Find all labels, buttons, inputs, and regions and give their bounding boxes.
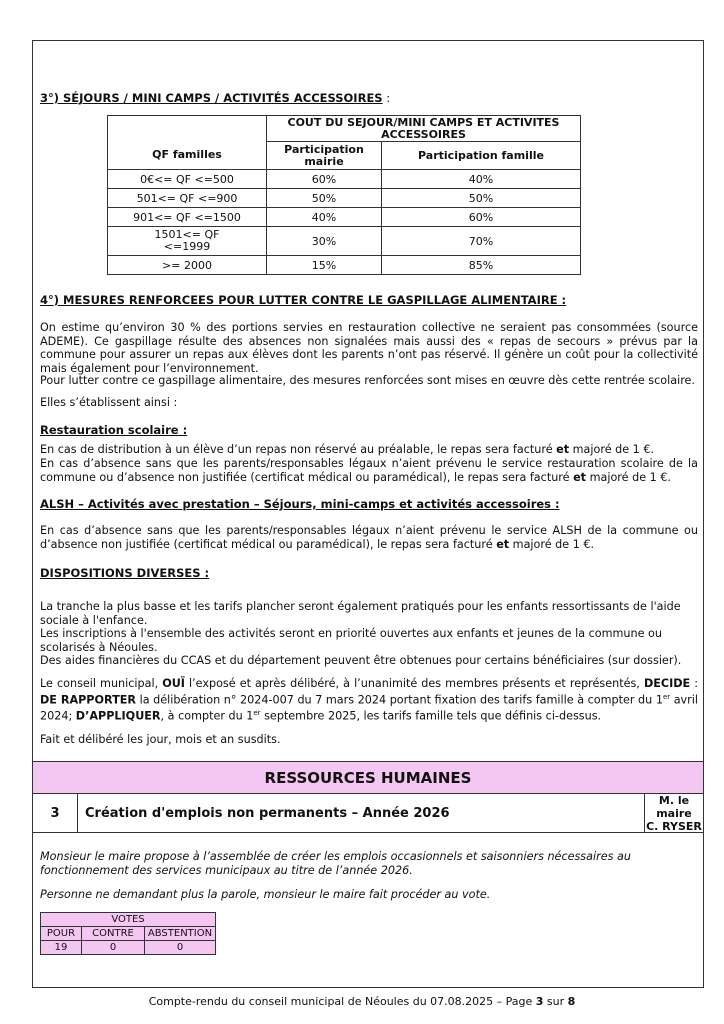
pour-value: 19	[41, 941, 82, 955]
dispo-heading: DISPOSITIONS DIVERSES :	[40, 566, 210, 580]
qf-cell: 901<= QF <=1500	[108, 208, 267, 227]
tarif-table	[107, 115, 581, 275]
table-row	[108, 256, 581, 275]
famille-cell: 85%	[382, 256, 581, 275]
resto-para1: En cas de distribution à un élève d’un repas non réservé au préalable, le repas sera facturé et majoré de 1 €.	[40, 443, 655, 456]
famille-cell: 40%	[382, 170, 581, 189]
col-mairie-header: Participation mairie	[267, 142, 382, 170]
contre-value: 0	[82, 941, 145, 955]
fait-delibere: Fait et délibéré les jour, mois et an susdits.	[40, 733, 281, 746]
abstention-label: ABSTENTION	[145, 927, 216, 941]
col-qf-header: QF familles	[108, 116, 267, 170]
famille-cell: 60%	[382, 208, 581, 227]
votes-title: VOTES	[41, 913, 216, 927]
votes-table	[40, 912, 216, 955]
table-row	[108, 227, 581, 256]
mairie-cell: 15%	[267, 256, 382, 275]
dispo-para2: Les inscriptions à l'ensemble des activités seront en priorité ouvertes aux enfants et jeunes de la commune ou scolarisés à Néoules.	[40, 627, 662, 654]
table-row	[108, 189, 581, 208]
alsh-para: En cas d’absence sans que les parents/responsables légaux n’aient prévenu le service ALSH de la commune ou d’absence non justifiée (certificat médical ou paramédical), le repas sera facturé et majoré de 1 €.	[40, 524, 698, 551]
group-header: COUT DU SEJOUR/MINI CAMPS ET ACTIVITES ACCESSOIRES	[267, 116, 581, 142]
table-row	[108, 208, 581, 227]
alsh-heading: ALSH – Activités avec prestation – Séjours, mini-camps et activités accessoires :	[40, 497, 560, 511]
abstention-value: 0	[145, 941, 216, 955]
dispo-para1: La tranche la plus basse et les tarifs plancher seront également pratiqués pour les enfants ressortissants de l'aide sociale à l'enfance.	[40, 600, 681, 627]
qf-cell: >= 2000	[108, 256, 267, 275]
rh-item-row	[33, 793, 703, 833]
qf-cell: 501<= QF <=900	[108, 189, 267, 208]
section4-heading: 4°) MESURES RENFORCEES POUR LUTTER CONTRE LE GASPILLAGE ALIMENTAIRE :	[40, 293, 567, 307]
mairie-cell: 30%	[267, 227, 382, 256]
rh-rapporteur	[645, 794, 703, 832]
qf-cell: 0€<= QF <=500	[108, 170, 267, 189]
section4-para2: Pour lutter contre ce gaspillage alimentaire, des mesures renforcées sont mises en œuvre dès cette rentrée scolaire.	[40, 374, 695, 387]
contre-label: CONTRE	[82, 927, 145, 941]
mairie-cell: 50%	[267, 189, 382, 208]
col-famille-header: Participation famille	[382, 142, 581, 170]
rh-item-title: Création d'emplois non permanents – Année 2026	[77, 794, 645, 832]
dispo-para3: Des aides financières du CCAS et du département peuvent être obtenues pour certains bénéficiaires (sur dossier).	[40, 654, 682, 667]
table-row	[108, 170, 581, 189]
resto-heading: Restauration scolaire :	[40, 423, 188, 437]
conseil-decision: Le conseil municipal, OUÏ l’exposé et après délibéré, à l’unanimité des membres présents et représentés, DECIDE : DE RAPPORTER la délibération n° 2024-007 du 7 mars 2024 portant fixation des tarifs famille à compter du 1er avril 2024; D’APPLIQUER, à compter du 1er septembre 2025, les tarifs famille tels que définis ci-dessus.	[40, 677, 699, 723]
section4-para3: Elles s’établissent ainsi :	[40, 396, 178, 409]
rapporteur-line2: C. RYSER	[646, 819, 702, 833]
qf-cell: 1501<= QF <=1999	[108, 227, 267, 256]
rh-para2: Personne ne demandant plus la parole, monsieur le maire fait procéder au vote.	[40, 888, 491, 901]
resto-para2: En cas d’absence sans que les parents/responsables légaux n’aient prévenu le service restauration scolaire de la commune ou d’absence non justifiée (certificat médical ou paramédical), le repas sera facturé et majoré de 1 €.	[40, 457, 698, 484]
mairie-cell: 40%	[267, 208, 382, 227]
famille-cell: 70%	[382, 227, 581, 256]
rh-banner: RESSOURCES HUMAINES	[33, 761, 703, 793]
section4-para1: On estime qu’environ 30 % des portions servies en restauration collective ne seraient pas consommées (source ADEME). Ce gaspillage résulte des absences non signalées mais aussi des « repas de secours » prévus par la commune pour assurer un repas aux élèves dont les parents n’ont pas réservé. Il génère un coût pour la collectivité mais également pour l’environnement.	[40, 321, 698, 375]
page-footer: Compte-rendu du conseil municipal de Néoules du 07.08.2025 – Page 3 sur 8	[148, 995, 576, 1008]
rapporteur-line1: M. le maire	[656, 793, 692, 820]
rh-item-number: 3	[33, 794, 78, 832]
section3-heading: 3°) SÉJOURS / MINI CAMPS / ACTIVITÉS ACCESSOIRES :	[40, 91, 391, 105]
famille-cell: 50%	[382, 189, 581, 208]
mairie-cell: 60%	[267, 170, 382, 189]
rh-para1: Monsieur le maire propose à l’assemblée de créer les emplois occasionnels et saisonniers nécessaires au fonctionnement des services municipaux au titre de l’année 2026.	[40, 850, 631, 877]
pour-label: POUR	[41, 927, 82, 941]
